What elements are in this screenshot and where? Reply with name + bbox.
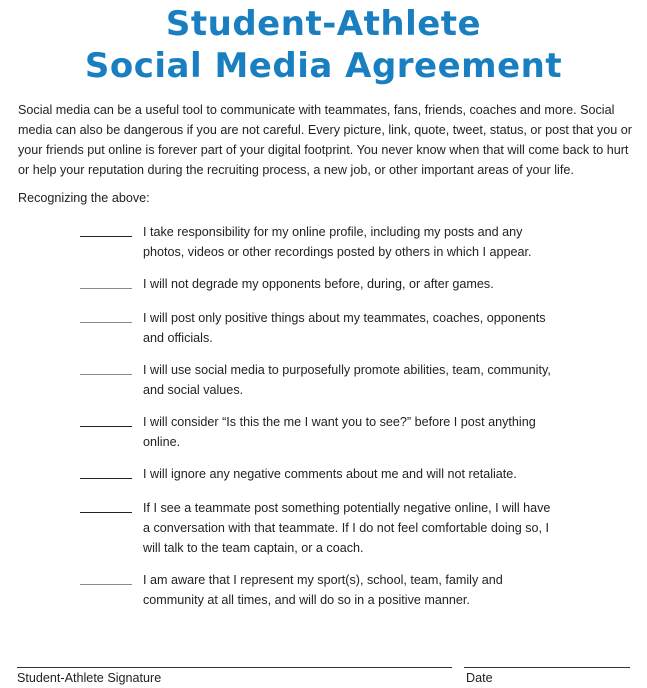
initials-blank[interactable] (80, 288, 132, 289)
agreement-text: I am aware that I represent my sport(s), school, team, family and community at all times, and will do so in a positive manner. (143, 573, 503, 607)
agreement-text: I will use social media to purposefully promote abilities, team, community, and social values. (143, 363, 551, 397)
agreement-text: I will ignore any negative comments about me and will not retaliate. (143, 467, 517, 481)
recognizing-label: Recognizing the above: (18, 191, 150, 205)
title-line-1: Student-Athlete (165, 4, 482, 44)
initials-blank[interactable] (80, 236, 132, 237)
athlete-signature-line[interactable] (17, 667, 452, 668)
agreement-text: I will consider “Is this the me I want you to see?” before I post anything online. (143, 415, 536, 449)
agreement-text: I take responsibility for my online profile, including my posts and any photos, videos or other recordings posted by others in which I appear. (143, 225, 532, 259)
date-label: Date (466, 671, 493, 685)
initials-blank[interactable] (80, 512, 132, 513)
date-line[interactable] (464, 667, 630, 668)
intro-paragraph: Social media can be a useful tool to communicate with teammates, fans, friends, coaches and more. Social media can also be dangerous if you are not careful. Every picture, link, quote, tweet, status, or post that you or your friends put online is forever part of your digital footprint. You never know when that will come back to hurt or help your reputation during the recruiting process, a new job, or other important areas of your life. (18, 103, 632, 177)
initials-blank[interactable] (80, 426, 132, 427)
initials-blank[interactable] (80, 374, 132, 375)
initials-blank[interactable] (80, 322, 132, 323)
agreement-text: I will post only positive things about my teammates, coaches, opponents and officials. (143, 311, 546, 345)
initials-blank[interactable] (80, 584, 132, 585)
agreement-text: If I see a teammate post something potentially negative online, I will have a conversation with that teammate. If I do not feel comfortable doing so, I will talk to the team captain, or a coach. (143, 501, 551, 555)
agreement-text: I will not degrade my opponents before, during, or after games. (143, 277, 494, 291)
initials-blank[interactable] (80, 478, 132, 479)
title-line-2: Social Media Agreement (84, 46, 563, 86)
athlete-signature-label: Student-Athlete Signature (17, 671, 162, 685)
